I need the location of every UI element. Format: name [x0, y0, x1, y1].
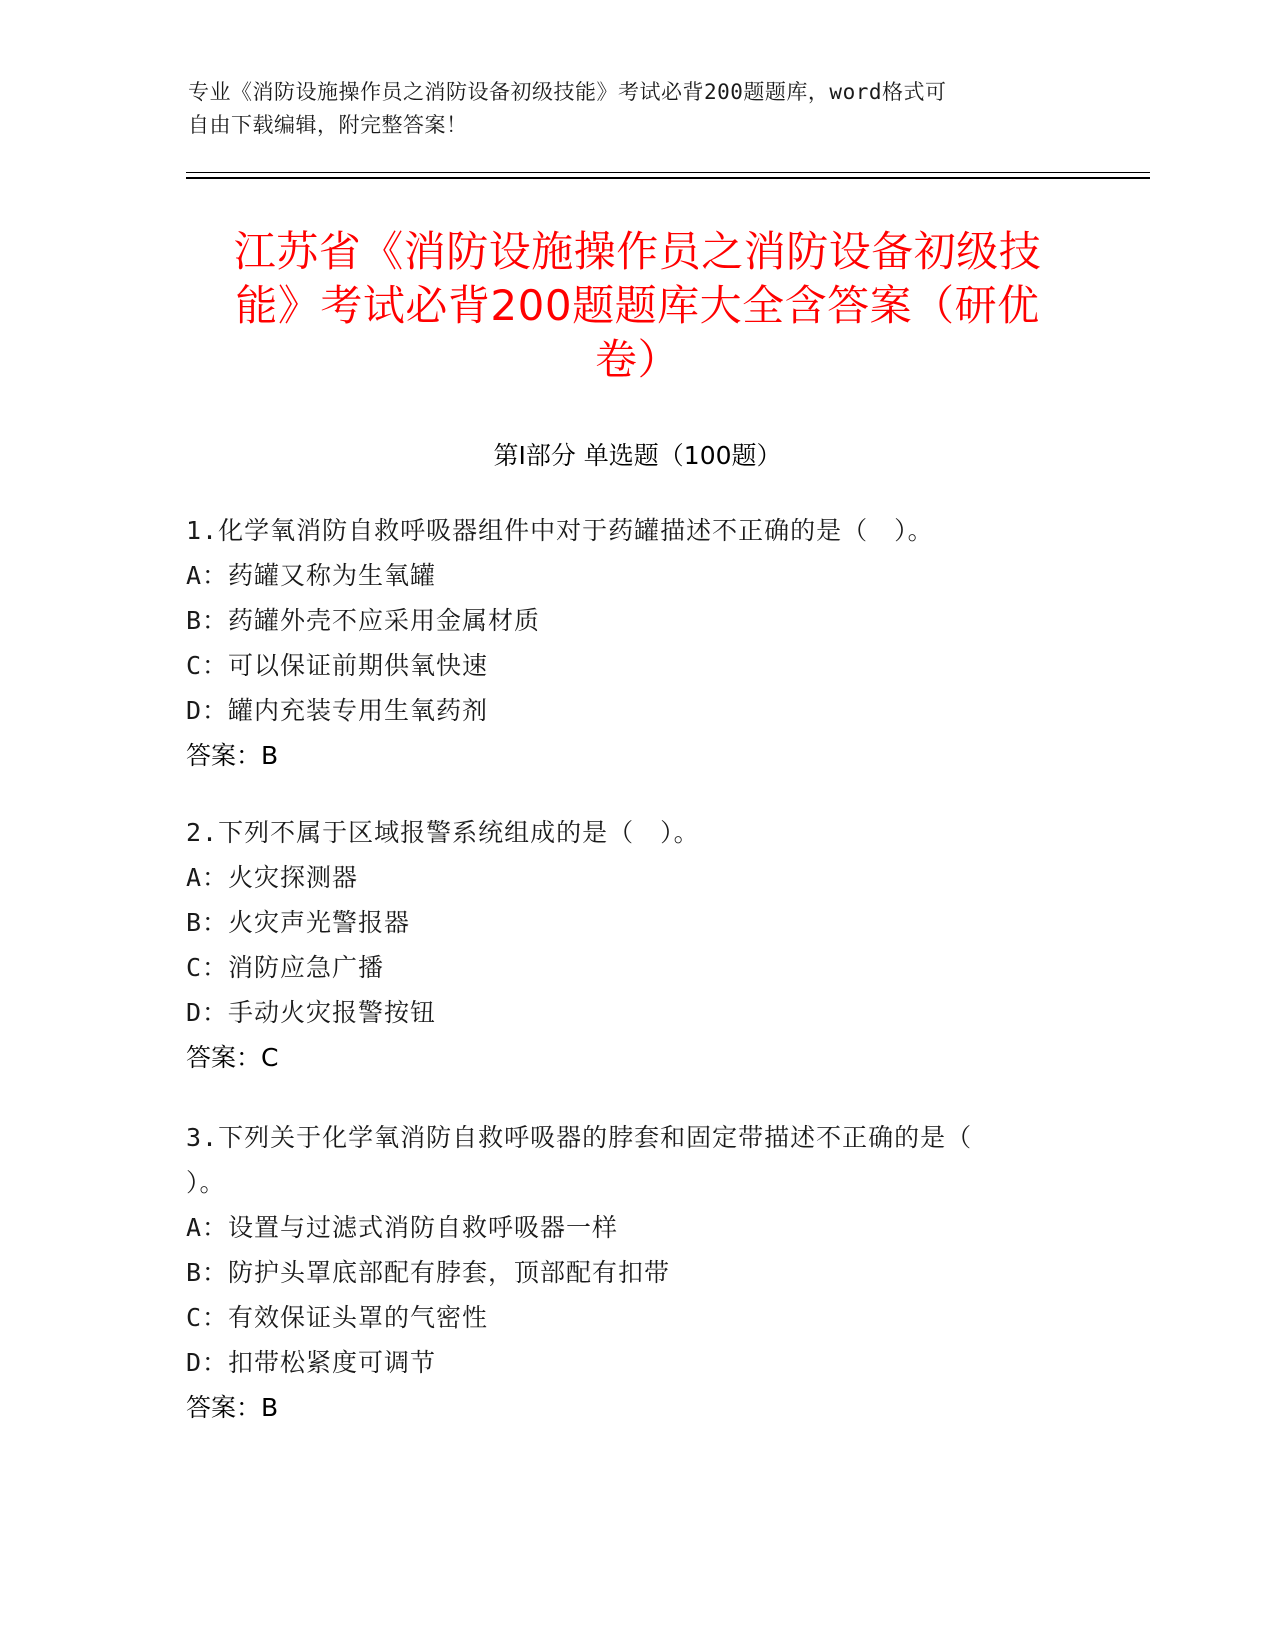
question-3-option-b: B：防护头罩底部配有脖套，顶部配有扣带 [186, 1258, 671, 1287]
section-title: 第Ⅰ部分 单选题（100题） [493, 441, 782, 470]
header-note [188, 76, 1068, 142]
question-3-option-a: A：设置与过滤式消防自救呼吸器一样 [186, 1213, 619, 1242]
question-2-option-c: C：消防应急广播 [186, 953, 385, 982]
question-1-option-b: B：药罐外壳不应采用金属材质 [186, 606, 541, 635]
document-title-line-2: 能》考试必背200题题库大全含答案（研优 [235, 281, 1040, 330]
question-2-option-d: D：手动火灾报警按钮 [186, 998, 437, 1027]
question-2-option-a: A：火灾探测器 [186, 863, 359, 892]
question-1-answer: 答案：B [186, 741, 279, 770]
header-rule-thick [186, 177, 1150, 179]
document-title [170, 225, 1105, 387]
header-rule-thin [186, 172, 1150, 173]
question-1-stem: 1.化学氧消防自救呼吸器组件中对于药罐描述不正确的是（ ）。 [186, 516, 934, 545]
header-note-line-1: 专业《消防设施操作员之消防设备初级技能》考试必背200题题库，word格式可 [188, 80, 947, 104]
question-2-stem: 2.下列不属于区域报警系统组成的是（ ）。 [186, 818, 700, 847]
question-1 [186, 508, 1066, 778]
header-note-line-2: 自由下载编辑，附完整答案！ [188, 113, 468, 137]
question-3-stem-line-2: ）。 [186, 1168, 226, 1197]
question-3-option-d: D：扣带松紧度可调节 [186, 1348, 437, 1377]
question-1-option-a: A：药罐又称为生氧罐 [186, 561, 437, 590]
question-3-option-c: C：有效保证头罩的气密性 [186, 1303, 489, 1332]
question-3 [186, 1115, 1066, 1430]
question-3-stem-line-1: 3.下列关于化学氧消防自救呼吸器的脖套和固定带描述不正确的是（ [186, 1123, 973, 1152]
question-2-answer: 答案：C [186, 1043, 279, 1072]
question-1-option-c: C：可以保证前期供氧快速 [186, 651, 489, 680]
document-title-line-3: 卷） [594, 335, 680, 384]
question-2 [186, 810, 1066, 1080]
question-1-option-d: D：罐内充装专用生氧药剂 [186, 696, 489, 725]
question-3-answer: 答案：B [186, 1393, 279, 1422]
document-title-line-1: 江苏省《消防设施操作员之消防设备初级技 [233, 227, 1042, 276]
question-2-option-b: B：火灾声光警报器 [186, 908, 411, 937]
